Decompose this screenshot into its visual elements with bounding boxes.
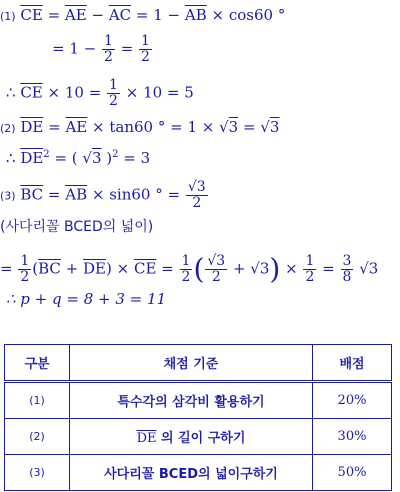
segment: $\overline{DE}$ bbox=[136, 431, 157, 446]
radicand: 3 bbox=[228, 118, 239, 136]
solution-line-6 bbox=[0, 180, 209, 211]
solution-line-3 bbox=[6, 78, 194, 109]
trapezoid-area-heading: (사다리꼴 BCED의 넓이) bbox=[0, 219, 154, 235]
denominator: 8 bbox=[342, 269, 352, 285]
solution-line-8 bbox=[0, 254, 378, 285]
denominator: 2 bbox=[20, 269, 30, 285]
numerator: 1 bbox=[181, 253, 191, 269]
text: + √3 bbox=[228, 259, 270, 278]
numerator: 1 bbox=[103, 33, 113, 49]
solution-line-1 bbox=[0, 6, 285, 26]
segment: $\overline{BC}$ bbox=[38, 259, 61, 278]
segment: $\overline{CE}$ bbox=[20, 6, 43, 24]
text: = 1 − bbox=[131, 6, 185, 24]
right-paren: ) bbox=[269, 252, 281, 286]
segment: $\overline{AE}$ bbox=[65, 118, 88, 136]
scoring-table bbox=[4, 344, 392, 491]
text: = bbox=[120, 39, 139, 58]
text: + bbox=[60, 259, 84, 278]
fraction bbox=[186, 180, 208, 211]
segment: $\overline{DE}$ bbox=[20, 149, 44, 167]
numerator: 1 bbox=[305, 253, 315, 269]
numerator: √3 bbox=[187, 179, 206, 195]
segment: $\overline{CE}$ bbox=[133, 259, 157, 278]
part-number: (2) bbox=[0, 122, 16, 135]
table-row bbox=[5, 382, 392, 419]
solution-line-4 bbox=[0, 118, 279, 138]
segment: $\overline{CE}$ bbox=[20, 83, 43, 102]
text: = 1 − bbox=[52, 39, 101, 58]
fraction bbox=[18, 254, 31, 285]
row-number: (2) bbox=[5, 419, 70, 455]
radicand: 3 bbox=[91, 149, 102, 167]
segment: $\overline{AC}$ bbox=[108, 6, 132, 24]
text: = √ bbox=[238, 118, 270, 136]
fraction bbox=[303, 254, 316, 285]
denominator: 2 bbox=[211, 269, 221, 285]
text: × cos60 ° bbox=[206, 6, 286, 24]
text: = bbox=[156, 259, 179, 278]
denominator: 2 bbox=[305, 269, 315, 285]
table-header-row bbox=[5, 345, 392, 382]
solution-line-2 bbox=[52, 34, 153, 65]
text: √3 bbox=[354, 259, 379, 278]
denominator: 2 bbox=[109, 93, 118, 109]
text: = bbox=[42, 6, 65, 24]
exponent: 2 bbox=[43, 149, 50, 160]
fraction bbox=[107, 78, 120, 109]
row-points: 20% bbox=[313, 382, 392, 419]
part-number: (3) bbox=[0, 189, 16, 203]
denominator: 2 bbox=[181, 269, 191, 285]
text: × 10 = bbox=[42, 83, 107, 102]
text: = bbox=[0, 259, 18, 278]
segment: $\overline{AE}$ bbox=[64, 6, 87, 24]
text: = bbox=[43, 118, 66, 136]
numerator: 1 bbox=[109, 77, 118, 93]
numerator: 1 bbox=[141, 33, 150, 49]
row-criteria: 사다리꼴 BCED의 넓이구하기 bbox=[70, 455, 313, 491]
fraction bbox=[341, 254, 354, 285]
segment: $\overline{AB}$ bbox=[184, 6, 207, 24]
text: = 3 bbox=[118, 149, 151, 167]
row-points: 50% bbox=[313, 455, 392, 491]
fraction bbox=[139, 34, 152, 65]
row-criteria bbox=[70, 419, 313, 455]
segment: $\overline{AB}$ bbox=[65, 185, 88, 204]
numerator: 3 bbox=[342, 253, 352, 269]
segment: $\overline{BC}$ bbox=[20, 185, 44, 204]
text: − bbox=[86, 6, 109, 24]
fraction bbox=[205, 254, 227, 285]
part-number: (1) bbox=[0, 10, 16, 23]
text: ( bbox=[32, 259, 39, 278]
header-points: 배점 bbox=[313, 345, 392, 382]
fraction bbox=[180, 254, 193, 285]
segment: $\overline{DE}$ bbox=[83, 259, 106, 278]
text: × 10 = 5 bbox=[120, 83, 194, 102]
exponent: 2 bbox=[112, 149, 119, 160]
table-row bbox=[5, 455, 392, 491]
therefore-symbol: ∴ bbox=[6, 83, 21, 102]
text: = ( √ bbox=[49, 149, 92, 167]
text: = bbox=[43, 185, 66, 204]
row-number: (3) bbox=[5, 455, 70, 491]
criteria-text: 의 길이 구하기 bbox=[156, 431, 246, 446]
numerator: 1 bbox=[20, 253, 30, 269]
denominator: 2 bbox=[103, 49, 113, 65]
numerator: √3 bbox=[207, 253, 226, 269]
denominator: 2 bbox=[141, 49, 150, 65]
text: × bbox=[280, 259, 303, 278]
header-category: 구분 bbox=[5, 345, 70, 382]
segment: $\overline{DE}$ bbox=[20, 118, 44, 136]
denominator: 2 bbox=[192, 195, 202, 211]
header-criteria: 채점 기준 bbox=[70, 345, 313, 382]
row-points: 30% bbox=[313, 419, 392, 455]
solution-line-5 bbox=[6, 146, 150, 167]
text: × sin60 ° = bbox=[87, 185, 185, 204]
text: ) bbox=[101, 149, 113, 167]
left-paren: ( bbox=[193, 252, 205, 286]
fraction bbox=[102, 34, 115, 65]
radicand: 3 bbox=[269, 118, 280, 136]
row-number: (1) bbox=[5, 382, 70, 419]
text: ) × bbox=[106, 259, 134, 278]
table-row bbox=[5, 419, 392, 455]
final-answer: ∴ p + q = 8 + 3 = 11 bbox=[6, 290, 167, 308]
text: × tan60 ° = 1 × √ bbox=[87, 118, 229, 136]
row-criteria: 특수각의 삼각비 활용하기 bbox=[70, 382, 313, 419]
text: = bbox=[317, 259, 340, 278]
therefore-symbol: ∴ bbox=[6, 149, 21, 167]
